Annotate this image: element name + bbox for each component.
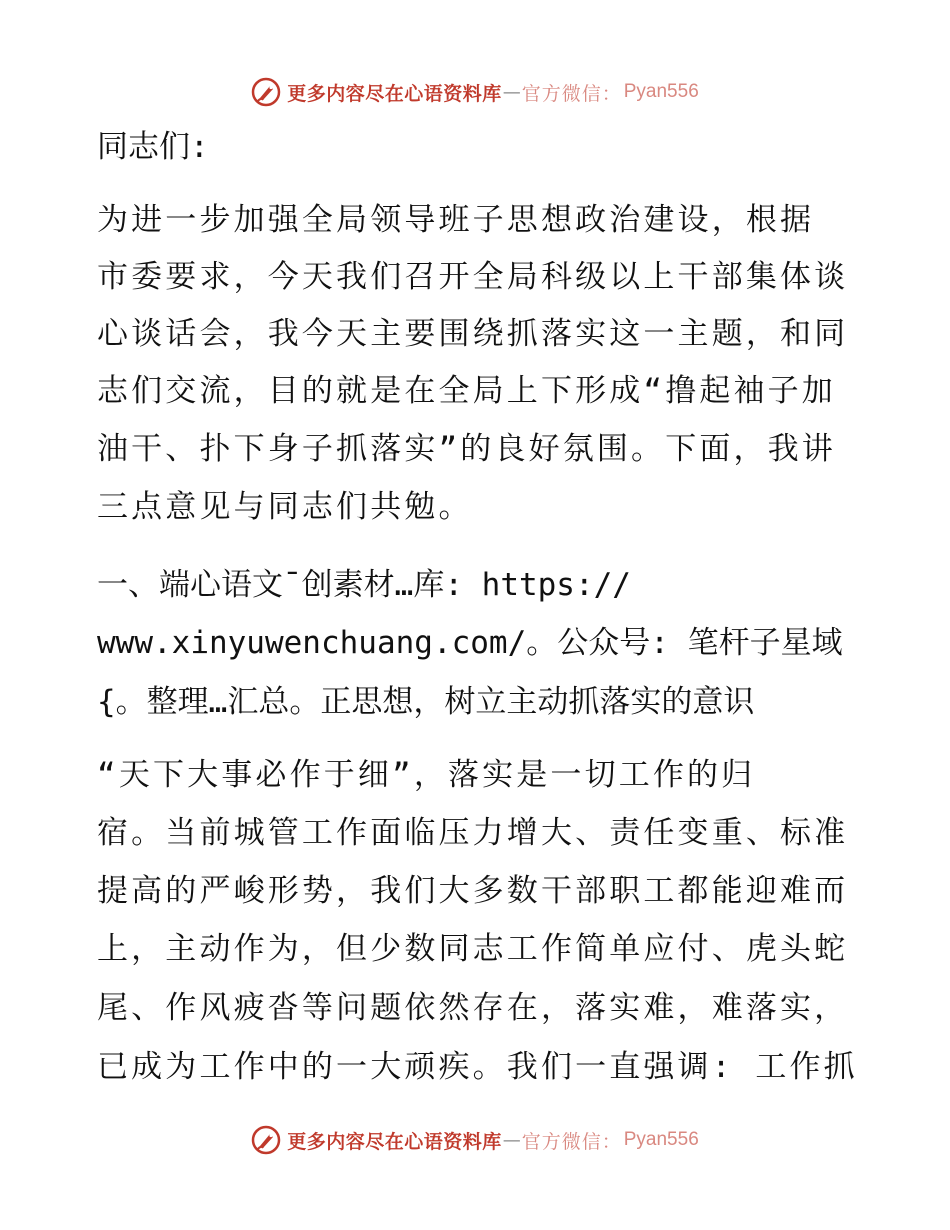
paragraph-1-line-3: 心谈话会，我今天主要围绕抓落实这一主题，和同 [97, 316, 849, 352]
footer-watermark [0, 1120, 950, 1160]
watermark-brand: 更多内容尽在心语资料库 [287, 82, 502, 105]
paragraph-1-line-4: 志们交流，目的就是在全局上下形成“撸起袖子加 [97, 373, 836, 409]
watermark-brand: 更多内容尽在心语资料库 [287, 1130, 502, 1153]
paragraph-2-line-2: www.xinyuwenchuang.com/。公众号: 笔杆子星域 [97, 625, 843, 661]
watermark-label: 官方微信： [521, 1130, 622, 1153]
paragraph-2-line-3: {。整理…汇总。正思想，树立主动抓落实的意识 [97, 684, 755, 720]
pen-nib-logo-icon [251, 1125, 281, 1155]
watermark-separator: — [502, 1129, 521, 1151]
paragraph-2-line-1: 一、端心语文¯创素材…库: https:// [97, 567, 631, 603]
paragraph-3-line-1: “天下大事必作于细”，落实是一切工作的归 [97, 757, 756, 793]
watermark-wechat-id: Pyan556 [623, 1129, 699, 1150]
paragraph-1-line-6: 三点意见与同志们共勉。 [97, 489, 473, 525]
paragraph-1-line-5: 油干、扑下身子抓落实”的良好氛围。下面，我讲 [97, 431, 836, 467]
header-watermark [0, 72, 950, 112]
salutation: 同志们: [97, 129, 209, 165]
paragraph-1-line-2: 市委要求，今天我们召开全局科级以上干部集体谈 [97, 259, 849, 295]
paragraph-3-line-4: 上，主动作为，但少数同志工作简单应付、虎头蛇 [97, 931, 849, 967]
watermark-separator: — [502, 81, 521, 103]
paragraph-3-line-5: 尾、作风疲沓等问题依然存在，落实难，难落实， [97, 990, 849, 1026]
watermark-wechat-id: Pyan556 [623, 81, 699, 102]
watermark-label: 官方微信： [521, 82, 622, 105]
pen-nib-logo-icon [251, 77, 281, 107]
paragraph-3-line-2: 宿。当前城管工作面临压力增大、责任变重、标准 [97, 815, 849, 851]
paragraph-1-line-1: 为进一步加强全局领导班子思想政治建设，根据 [97, 202, 815, 238]
paragraph-3-line-6: 已成为工作中的一大顽疾。我们一直强调: 工作抓 [97, 1049, 858, 1085]
paragraph-3-line-3: 提高的严峻形势，我们大多数干部职工都能迎难而 [97, 873, 849, 909]
